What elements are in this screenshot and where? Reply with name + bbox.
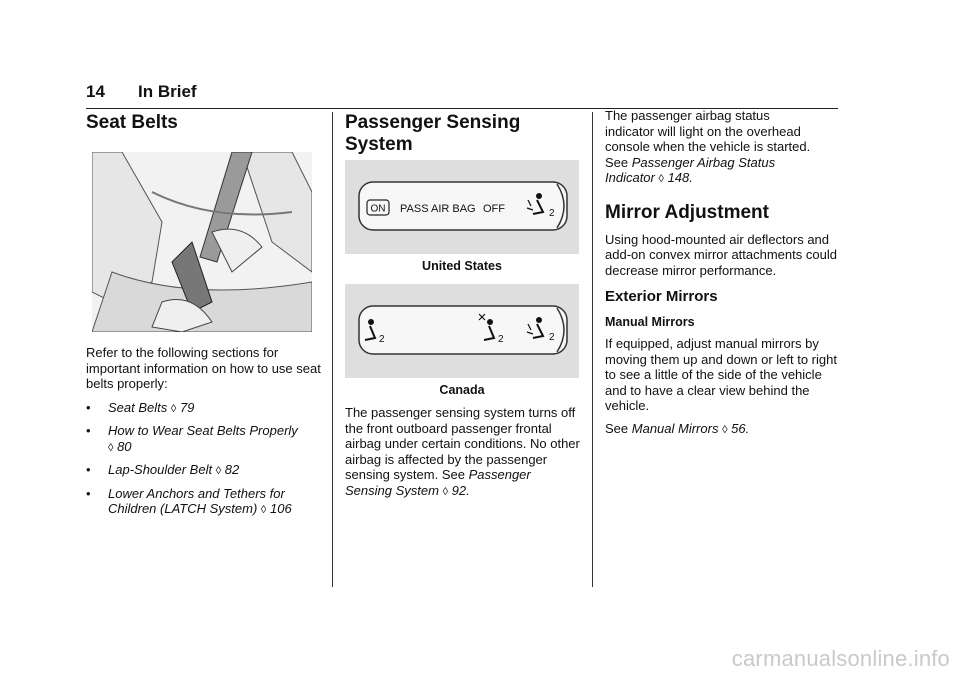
ref-link-airbag-status-cont[interactable]: Indicator [605, 170, 655, 185]
bullet-how-to-wear: • How to Wear Seat Belts Properly ◊ 80 [86, 423, 298, 454]
passenger-sensing-body: The passenger sensing system turns off the front outboard passenger frontal airbag under certain conditions. No other airbag is affected by the passenger sensing system. See Passenger Sensing System ◊ 92. [345, 405, 580, 498]
exterior-mirrors-heading: Exterior Mirrors [605, 288, 718, 305]
column-divider-1 [332, 112, 333, 587]
running-header [86, 82, 838, 109]
svg-text:2: 2 [498, 334, 504, 345]
column-mirror [605, 108, 841, 438]
airbag-status-paragraph: The passenger airbag status indicator will light on the overhead console when the vehicle is started. See Passenger Airbag Status Indicator ◊ 148. [605, 108, 811, 185]
section-title: In Brief [138, 82, 197, 101]
indicator-figure-us [345, 160, 579, 254]
page-ref-icon: ◊ [260, 504, 267, 516]
mirror-adjustment-heading: Mirror Adjustment [605, 201, 769, 223]
mirror-warning-paragraph: Using hood-mounted air deflectors and add-on convex mirror attachments could decrease mirror performance. [605, 231, 837, 278]
page-ref-icon: ◊ [215, 465, 222, 477]
ref-link-airbag-status[interactable]: Passenger Airbag Status [631, 154, 776, 170]
caption-united-states: United States [422, 259, 502, 273]
indicator-pass-air-bag-label: PASS AIR BAG [400, 203, 476, 215]
seat-belts-intro: Refer to the following sections for important information on how to use seat belts properly: [86, 345, 321, 391]
svg-text:2: 2 [549, 208, 555, 219]
svg-text:2: 2 [549, 332, 555, 343]
page-ref-icon: ◊ [722, 423, 728, 436]
seat-belt-illustration [92, 152, 312, 332]
manual-mirrors-see: See Manual Mirrors ◊ 56. [605, 420, 750, 436]
page-number: 14 [86, 82, 105, 101]
manual-mirrors-paragraph: If equipped, adjust manual mirrors by moving them up and down or left to right to see a little of the side of the vehicle and to have a clear view behind the vehicle. [605, 336, 837, 413]
bullet-lap-shoulder: • Lap-Shoulder Belt ◊ 82 [86, 462, 240, 477]
ref-link-manual-mirrors[interactable]: Manual Mirrors [631, 420, 719, 436]
seat-belts-heading: Seat Belts [86, 112, 178, 133]
indicator-on-label: ON [370, 203, 386, 215]
bullet-seat-belts: • Seat Belts ◊ 79 [86, 399, 195, 415]
passenger-sensing-text [345, 405, 581, 500]
ref-link-seat-belts[interactable]: Seat Belts [108, 399, 168, 415]
ref-link-how-to-wear[interactable]: How to Wear Seat Belts Properly [108, 423, 298, 438]
indicator-figure-canada [345, 284, 579, 378]
page-ref-icon: ◊ [442, 485, 448, 498]
ref-link-lap-shoulder[interactable]: Lap-Shoulder Belt [108, 462, 213, 477]
column-seat-belts [86, 108, 322, 134]
column-passenger-sensing [345, 108, 581, 156]
ref-link-passenger-sensing[interactable]: Passenger [468, 467, 531, 482]
passenger-sensing-heading-line1: Passenger Sensing [345, 112, 521, 133]
column-divider-2 [592, 112, 593, 587]
indicator-off-label: OFF [483, 203, 505, 215]
svg-text:2: 2 [379, 334, 385, 345]
bullet-latch: • Lower Anchors and Tethers for Children (LATCH System) ◊ 106 [86, 485, 292, 516]
manual-mirrors-heading: Manual Mirrors [605, 315, 695, 329]
ref-link-passenger-sensing-cont[interactable]: Sensing System [345, 482, 439, 498]
page-ref-icon: ◊ [658, 173, 664, 185]
page-ref-icon: ◊ [108, 441, 114, 454]
seat-belts-text [86, 345, 322, 519]
caption-canada: Canada [439, 383, 485, 397]
passenger-sensing-heading-line2: System [345, 134, 413, 155]
page-ref-icon: ◊ [170, 402, 177, 415]
ref-link-latch[interactable]: Lower Anchors and Tethers for Children (LATCH System) [108, 485, 285, 516]
watermark: carmanualsonline.info [731, 646, 950, 671]
